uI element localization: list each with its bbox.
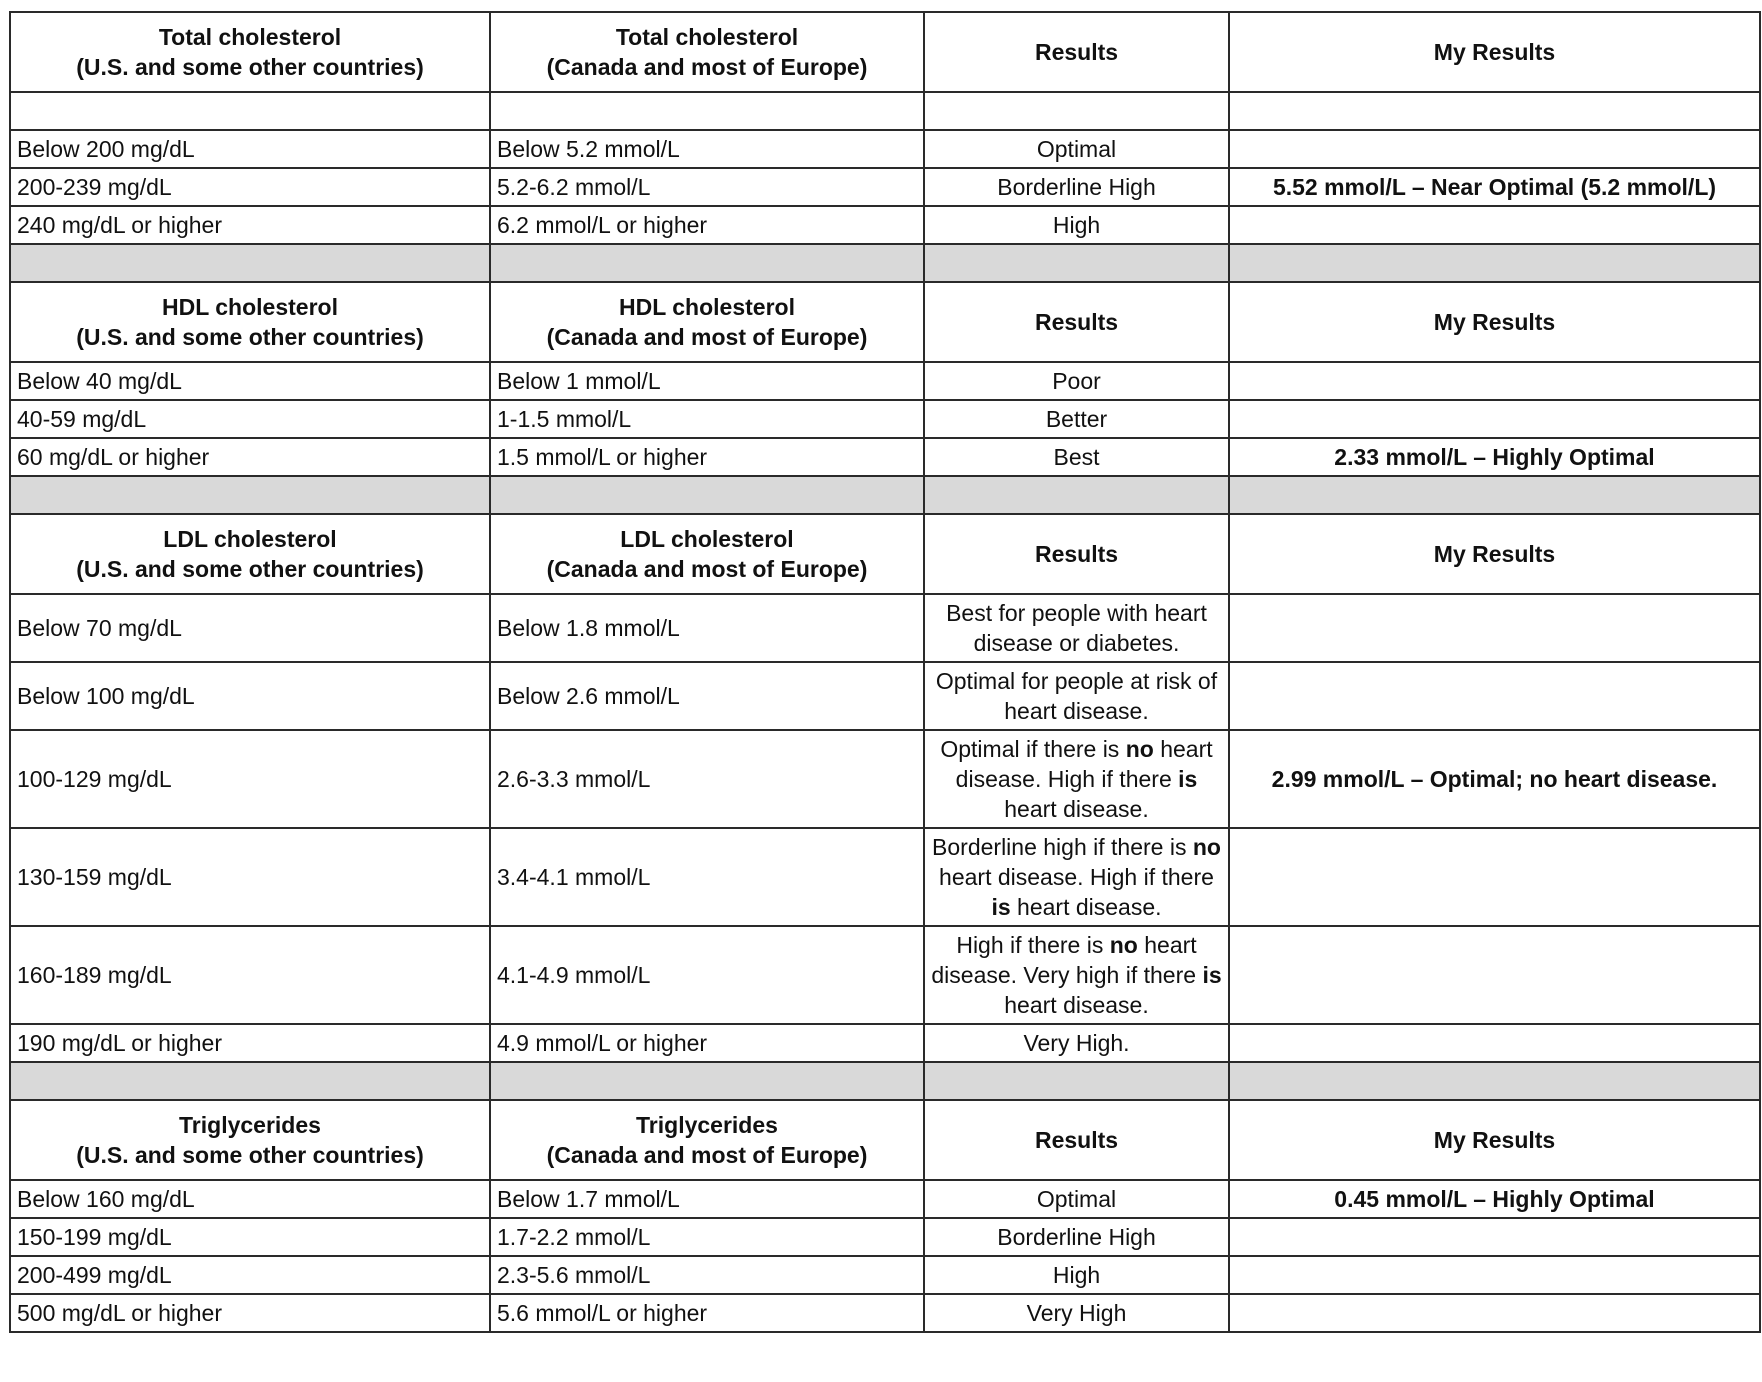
cell-eu: 3.4-4.1 mmol/L (490, 828, 924, 926)
table-row (10, 130, 1760, 168)
cell-result: Best (924, 438, 1229, 476)
col-header-results: Results (924, 12, 1229, 92)
cell-my-result (1229, 828, 1760, 926)
table-row (10, 1180, 1760, 1218)
table-row (10, 362, 1760, 400)
cell-result: Very High (924, 1294, 1229, 1332)
cell-us: 150-199 mg/dL (10, 1218, 490, 1256)
cell-eu: Below 1.7 mmol/L (490, 1180, 924, 1218)
cell-us: 200-499 mg/dL (10, 1256, 490, 1294)
cell-my-result (1229, 662, 1760, 730)
result-text: heart disease. (1004, 992, 1149, 1018)
cell-eu: Below 2.6 mmol/L (490, 662, 924, 730)
result-text: heart disease. High if there (955, 736, 1213, 792)
cell-eu: 4.1-4.9 mmol/L (490, 926, 924, 1024)
cell-result (924, 730, 1229, 828)
cell-my-result: 0.45 mmol/L – Highly Optimal (1229, 1180, 1760, 1218)
cell-us: Below 200 mg/dL (10, 130, 490, 168)
cell-my-result: 2.33 mmol/L – Highly Optimal (1229, 438, 1760, 476)
result-emphasis: is (1202, 962, 1222, 988)
cell-my-result (1229, 130, 1760, 168)
result-emphasis: no (1125, 736, 1154, 762)
col-header-eu: Triglycerides (Canada and most of Europe) (490, 1100, 924, 1180)
cell-eu: 1.5 mmol/L or higher (490, 438, 924, 476)
section-separator (10, 1062, 1760, 1100)
cell-us: 130-159 mg/dL (10, 828, 490, 926)
cell-result: High (924, 1256, 1229, 1294)
col-header-eu: LDL cholesterol (Canada and most of Europe) (490, 514, 924, 594)
cell-us: Below 70 mg/dL (10, 594, 490, 662)
table-row (10, 438, 1760, 476)
result-emphasis: is (1178, 766, 1198, 792)
table-row (10, 828, 1760, 926)
table-row (10, 206, 1760, 244)
cell-result (924, 926, 1229, 1024)
cell-eu: Below 5.2 mmol/L (490, 130, 924, 168)
cell-eu: 1.7-2.2 mmol/L (490, 1218, 924, 1256)
cell-result: Best for people with heart disease or diabetes. (924, 594, 1229, 662)
cell-us: Below 40 mg/dL (10, 362, 490, 400)
cell-us: 60 mg/dL or higher (10, 438, 490, 476)
table-row (10, 1024, 1760, 1062)
cell-my-result (1229, 594, 1760, 662)
table-row (10, 168, 1760, 206)
cell-result: Optimal (924, 1180, 1229, 1218)
col-header-us: HDL cholesterol (U.S. and some other countries) (10, 282, 490, 362)
cell-us: Below 100 mg/dL (10, 662, 490, 730)
col-header-my-results: My Results (1229, 12, 1760, 92)
table-row (10, 400, 1760, 438)
section-header-row (10, 514, 1760, 594)
cell-my-result (1229, 362, 1760, 400)
col-header-my-results: My Results (1229, 514, 1760, 594)
section-header-row (10, 1100, 1760, 1180)
section-separator (10, 244, 1760, 282)
cell-us: 240 mg/dL or higher (10, 206, 490, 244)
cell-my-result (1229, 1256, 1760, 1294)
col-header-results: Results (924, 282, 1229, 362)
cell-us: 40-59 mg/dL (10, 400, 490, 438)
cell-eu: 2.6-3.3 mmol/L (490, 730, 924, 828)
table-row (10, 1256, 1760, 1294)
result-text: heart disease. (1010, 894, 1162, 920)
cell-us: 190 mg/dL or higher (10, 1024, 490, 1062)
cell-eu: Below 1.8 mmol/L (490, 594, 924, 662)
section-header-row (10, 282, 1760, 362)
table-row (10, 730, 1760, 828)
section-header-row (10, 12, 1760, 92)
col-header-results: Results (924, 1100, 1229, 1180)
cell-eu: 5.2-6.2 mmol/L (490, 168, 924, 206)
result-emphasis: no (1109, 932, 1138, 958)
col-header-my-results: My Results (1229, 1100, 1760, 1180)
result-emphasis: no (1192, 834, 1221, 860)
cell-my-result (1229, 1024, 1760, 1062)
result-text: High if there is (956, 932, 1110, 958)
cell-my-result: 5.52 mmol/L – Near Optimal (5.2 mmol/L) (1229, 168, 1760, 206)
col-header-us: Triglycerides (U.S. and some other countries) (10, 1100, 490, 1180)
cell-result: Optimal (924, 130, 1229, 168)
cell-my-result (1229, 1294, 1760, 1332)
cell-my-result (1229, 1218, 1760, 1256)
col-header-eu: Total cholesterol (Canada and most of Europe) (490, 12, 924, 92)
cell-my-result (1229, 400, 1760, 438)
cell-us: 160-189 mg/dL (10, 926, 490, 1024)
cell-my-result (1229, 206, 1760, 244)
col-header-eu: HDL cholesterol (Canada and most of Europe) (490, 282, 924, 362)
col-header-my-results: My Results (1229, 282, 1760, 362)
table-row (10, 1218, 1760, 1256)
table-row (10, 926, 1760, 1024)
cell-result: High (924, 206, 1229, 244)
result-text: heart disease. High if there (939, 864, 1214, 890)
table-row (10, 662, 1760, 730)
table-row (10, 1294, 1760, 1332)
cell-my-result: 2.99 mmol/L – Optimal; no heart disease. (1229, 730, 1760, 828)
cholesterol-table (9, 11, 1761, 1333)
cell-result: Optimal for people at risk of heart disease. (924, 662, 1229, 730)
cell-result: Borderline High (924, 1218, 1229, 1256)
cell-eu: Below 1 mmol/L (490, 362, 924, 400)
cell-eu: 2.3-5.6 mmol/L (490, 1256, 924, 1294)
cell-eu: 4.9 mmol/L or higher (490, 1024, 924, 1062)
cell-us: 100-129 mg/dL (10, 730, 490, 828)
cell-result: Very High. (924, 1024, 1229, 1062)
cell-result: Better (924, 400, 1229, 438)
result-emphasis: is (991, 894, 1011, 920)
col-header-results: Results (924, 514, 1229, 594)
blank-row (10, 92, 1760, 130)
cell-eu: 1-1.5 mmol/L (490, 400, 924, 438)
result-text: Borderline high if there is (932, 834, 1193, 860)
section-separator (10, 476, 1760, 514)
table-row (10, 594, 1760, 662)
cell-result: Poor (924, 362, 1229, 400)
cell-us: 200-239 mg/dL (10, 168, 490, 206)
cell-my-result (1229, 926, 1760, 1024)
cell-result (924, 828, 1229, 926)
cell-us: Below 160 mg/dL (10, 1180, 490, 1218)
result-text: Optimal if there is (940, 736, 1126, 762)
cell-eu: 5.6 mmol/L or higher (490, 1294, 924, 1332)
col-header-us: Total cholesterol (U.S. and some other countries) (10, 12, 490, 92)
cell-result: Borderline High (924, 168, 1229, 206)
cell-eu: 6.2 mmol/L or higher (490, 206, 924, 244)
cell-us: 500 mg/dL or higher (10, 1294, 490, 1332)
col-header-us: LDL cholesterol (U.S. and some other countries) (10, 514, 490, 594)
result-text: heart disease. (1004, 796, 1149, 822)
result-text: heart disease. Very high if there (931, 932, 1203, 988)
